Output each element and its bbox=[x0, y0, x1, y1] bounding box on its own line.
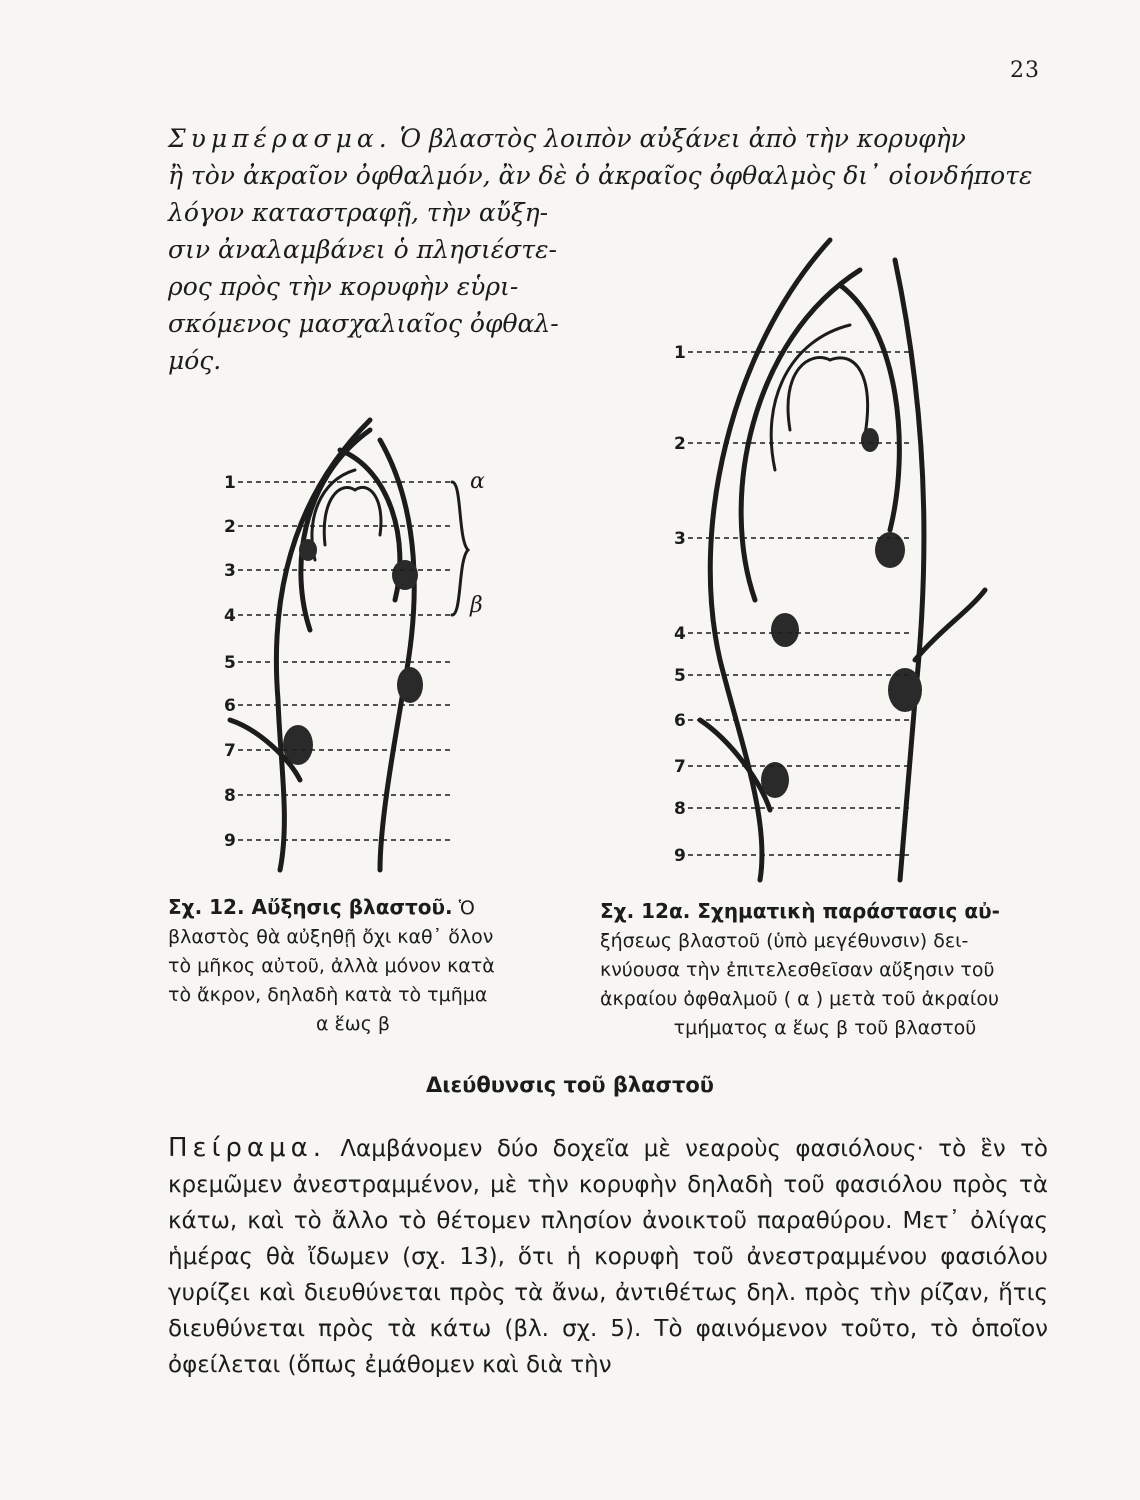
conclusion-wrapped-line: σιν ἀναλαμβάνει ὁ πλησιέστε- bbox=[168, 235, 557, 264]
fig12a-axillary-bud bbox=[861, 428, 879, 452]
fig12a-caption-line: κνύουσα τὴν ἐπιτελεσθεῖσαν αὔξησιν τοῦ bbox=[600, 959, 995, 981]
fig12-label: 2 bbox=[224, 517, 236, 537]
fig12-beta-label: β bbox=[470, 593, 483, 618]
fig12-caption-line: Ὁ bbox=[458, 897, 475, 919]
fig12a-inner-scale bbox=[771, 325, 850, 470]
fig12-axillary-bud bbox=[392, 560, 418, 590]
fig12-stem-right bbox=[380, 440, 414, 870]
conclusion-lead: Συμπέρασμα. bbox=[168, 124, 392, 153]
fig12a-label: 8 bbox=[674, 799, 686, 819]
conclusion-wrapped-line: ρος πρὸς τὴν κορυφὴν εὑρι- bbox=[168, 272, 519, 301]
fig12a-side-leaf bbox=[915, 590, 985, 660]
fig12a-caption-title: Σχ. 12α. Σχηματικὴ παράστασις αὐ- bbox=[600, 899, 1000, 923]
conclusion-wrapped-line: λόγον καταστραφῇ, τὴν αὔξη- bbox=[168, 198, 549, 227]
fig12-label: 5 bbox=[224, 653, 236, 673]
fig12-label: 7 bbox=[224, 741, 236, 761]
fig12a-label: 7 bbox=[674, 757, 686, 777]
page-number: 23 bbox=[1010, 58, 1040, 83]
fig12a-caption-line: ξήσεως βλαστοῦ (ὑπὸ μεγέθυνσιν) δει- bbox=[600, 930, 969, 952]
figure-12-caption bbox=[168, 893, 538, 1039]
experiment-paragraph bbox=[168, 1130, 1048, 1383]
fig12-axillary-bud bbox=[397, 667, 423, 703]
fig12a-label: 5 bbox=[674, 666, 686, 686]
fig12-alpha-label: α bbox=[470, 469, 485, 494]
fig12-label: 9 bbox=[224, 831, 236, 851]
section-heading: Διεύθυνσις τοῦ βλαστοῦ bbox=[426, 1073, 714, 1097]
fig12-label: 3 bbox=[224, 561, 236, 581]
conclusion-line-1: Ὁ βλαστὸς λοιπὸν αὐξάνει ἀπὸ τὴν κορυφὴν bbox=[399, 124, 966, 153]
fig12-label: 8 bbox=[224, 786, 236, 806]
fig12a-label: 9 bbox=[674, 846, 686, 866]
fig12-brace bbox=[452, 482, 468, 615]
fig12-caption-line: τὸ μῆκος αὐτοῦ, ἀλλὰ μόνον κατὰ bbox=[168, 955, 495, 977]
fig12-caption-line: βλαστὸς θὰ αὐξηθῇ ὄχι καθ᾽ ὅλον bbox=[168, 926, 494, 948]
fig12-label: 6 bbox=[224, 696, 236, 716]
fig12-bud-apex bbox=[324, 487, 381, 545]
figure-12-shoot-growth bbox=[220, 400, 540, 870]
fig12-caption-title: Σχ. 12. Αὔξησις βλαστοῦ. bbox=[168, 895, 453, 919]
fig12a-axillary-bud bbox=[771, 613, 799, 647]
fig12a-leaf-outer bbox=[741, 270, 860, 600]
fig12a-label: 3 bbox=[674, 529, 686, 549]
fig12a-stem-right bbox=[895, 260, 924, 880]
figure-12a-caption bbox=[600, 897, 1050, 1043]
fig12-caption-line: τὸ ἄκρον, δηλαδὴ κατὰ τὸ τμῆμα bbox=[168, 984, 488, 1006]
fig12a-side-leaf bbox=[700, 720, 770, 810]
fig12-caption-line: α ἕως β bbox=[315, 1013, 391, 1035]
fig12-axillary-bud bbox=[299, 539, 317, 561]
fig12a-caption-line: τμήματος α ἕως β τοῦ βλαστοῦ bbox=[673, 1017, 977, 1039]
conclusion-line-2: ἢ τὸν ἀκραῖον ὀφθαλμόν, ἂν δὲ ὁ ἀκραῖος ὀφθαλμὸς δι᾽ οἱονδήποτε bbox=[168, 161, 1033, 190]
fig12a-caption-line: ἀκραίου ὀφθαλμοῦ ( α ) μετὰ τοῦ ἀκραίου bbox=[600, 988, 999, 1010]
fig12a-axillary-bud bbox=[761, 762, 789, 798]
fig12a-label: 2 bbox=[674, 434, 686, 454]
conclusion-wrapped-line: μός. bbox=[168, 346, 222, 375]
conclusion-wrapped-line: σκόμενος μασχαλιαῖος ὀφθαλ- bbox=[168, 309, 559, 338]
experiment-text: Λαμβάνομεν δύο δοχεῖα μὲ νεαροὺς φασιόλους· τὸ ἓν τὸ κρεμῶμεν ἀνεστραμμένον, μὲ τὴν κορυφὴν δηλαδὴ τοῦ φασιόλου πρὸς τὰ κάτω, καὶ τὸ ἄλλο τὸ θέτομεν πλησίον ἀνοικτοῦ παραθύρου. Μετ᾽ ὀλίγας ἡμέρας θὰ ἴδωμεν (σχ. 13), ὅτι ἡ κορυφὴ τοῦ ἀνεστραμμένου φασιόλου γυρίζει καὶ διευθύνεται πρὸς τὰ ἄνω, ἀντιθέτως δηλ. πρὸς τὴν ρίζαν, ἥτις διευθύνεται πρὸς τὰ κάτω (βλ. σχ. 5). Τὸ φαινόμενον τοῦτο, τὸ ὁποῖον ὀφείλεται (ὅπως ἐμάθομεν καὶ διὰ τὴν bbox=[168, 1136, 1048, 1378]
fig12a-leaf-inner bbox=[840, 285, 899, 530]
fig12-label: 4 bbox=[224, 606, 236, 626]
experiment-lead: Πείραμα. bbox=[168, 1133, 326, 1163]
fig12a-label: 4 bbox=[674, 624, 686, 644]
fig12a-label: 1 bbox=[674, 343, 686, 363]
fig12-label: 1 bbox=[224, 473, 236, 493]
figure-12a-schematic bbox=[660, 200, 1000, 880]
fig12a-label: 6 bbox=[674, 711, 686, 731]
fig12a-bud-apex bbox=[788, 358, 868, 435]
fig12-stem-left bbox=[276, 420, 370, 870]
